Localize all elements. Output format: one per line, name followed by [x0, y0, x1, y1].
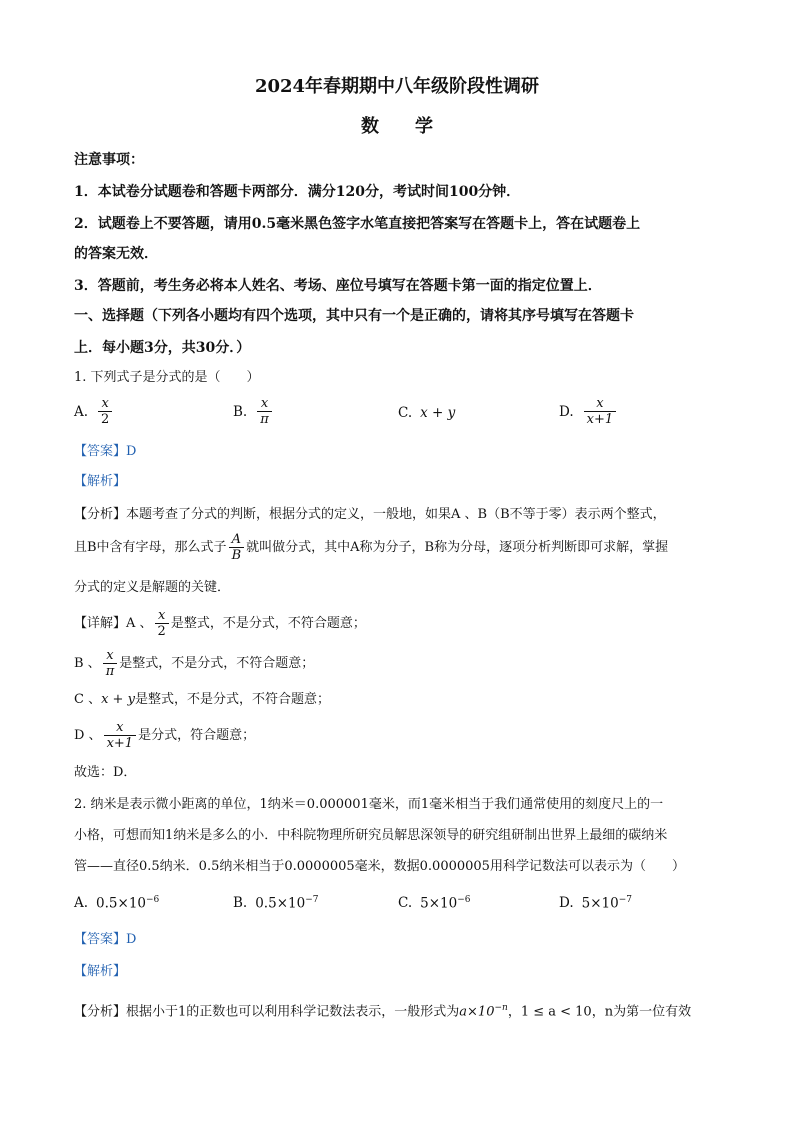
notice-item-2: 2．试题卷上不要答题，请用0.5毫米黑色签字水笔直接把答案写在答题卡上，答在试题卷上 [74, 216, 641, 232]
q1-analysis-tag: 【解析】 [74, 474, 127, 489]
q2-option-c: C. $5\times 10^{-6}$ [398, 895, 471, 912]
option-label: A. [74, 403, 89, 420]
subject-title: 数 学 [361, 116, 433, 137]
q1-analysis-2: 且B中含有字母，那么式子 $\frac{A}{B}$ 就叫做分式，其中A称为分子，B称为分母，逐项分析判断即可求解，掌握 [74, 532, 669, 563]
q1-option-c [398, 405, 455, 421]
question-2-stem-1: 2. 纳米是表示微小距离的单位，1纳米＝0.000001毫米，而1毫米相当于我们通常使用的刻度尺上的一 [74, 797, 664, 812]
q2-answer: 【答案】D [74, 932, 137, 947]
q1-option-d [559, 396, 618, 427]
notice-heading: 注意事项： [74, 152, 144, 168]
q1-detail-a: 【详解】A 、 $\frac{x}{2}$ 是整式，不是分式，不符合题意； [74, 608, 366, 639]
q2-analysis-1: 【分析】根据小于1的正数也可以利用科学记数法表示，一般形式为$a\times 10^{-n}$，1 ≤ a < 10，n为第一位有效 [74, 1003, 692, 1020]
q1-choose: 故选：D． [74, 765, 137, 780]
q1-analysis-1: 【分析】本题考查了分式的判断，根据分式的定义，一般地，如果A 、B（B不等于零）表示两个整式， [74, 507, 666, 522]
fraction: $\frac{A}{B}$ [229, 532, 245, 563]
question-2-stem-2: 小格，可想而知1纳米是多么的小．中科院物理所研究员解思深领导的研究组研制出世界上最细的碳纳米 [74, 828, 668, 843]
q1-detail-b: B 、 $\frac{x}{\pi}$ 是整式，不是分式，不符合题意； [74, 648, 315, 679]
fraction: $\frac{x}{x+1}$ [584, 396, 617, 427]
notice-item-3: 3．答题前，考生务必将本人姓名、考场、座位号填写在答题卡第一面的指定位置上． [74, 278, 602, 294]
fraction: $\frac{x}{2}$ [155, 608, 169, 639]
section-heading: 一、选择题（下列各小题均有四个选项，其中只有一个是正确的，请将其序号填写在答题卡 [74, 308, 634, 324]
option-label: D. [559, 403, 574, 420]
fraction: $\frac{x}{\pi}$ [103, 648, 118, 679]
q2-option-b: B. $0.5\times 10^{-7}$ [233, 895, 319, 912]
option-label: C. [398, 405, 413, 421]
q1-detail-c: C 、x + y是整式，不是分式，不符合题意； [74, 692, 330, 707]
q1-analysis-3: 分式的定义是解题的关键． [74, 580, 231, 595]
fraction: $\frac{x}{\pi}$ [257, 396, 272, 427]
expression: x + y [420, 405, 456, 421]
question-2-stem-3: 管——直径0.5纳米．0.5纳米相当于0.0000005毫米，数据0.0000005用科学记数法可以表示为（ ） [74, 859, 685, 874]
page-title: 2024年春期期中八年级阶段性调研 [254, 76, 540, 97]
q2-analysis-tag: 【解析】 [74, 964, 127, 979]
section-heading-cont: 上．每小题3分，共30分．） [74, 340, 251, 356]
notice-item-2-cont: 的答案无效． [74, 246, 158, 262]
q1-detail-d: D 、 $\frac{x}{x+1}$ 是分式，符合题意； [74, 720, 256, 751]
fraction: $\frac{x}{2}$ [98, 396, 112, 427]
q1-option-a [74, 396, 114, 427]
q1-answer: 【答案】D [74, 444, 137, 459]
q2-option-d: D. $5\times 10^{-7}$ [559, 895, 633, 912]
q2-option-a: A. $0.5\times 10^{-6}$ [74, 895, 160, 912]
question-1-stem: 1. 下列式子是分式的是（ ） [74, 370, 260, 385]
option-label: B. [233, 403, 248, 420]
notice-item-1: 1．本试卷分试题卷和答题卡两部分．满分120分，考试时间100分钟． [74, 184, 521, 200]
q1-option-b [233, 396, 274, 427]
fraction: $\frac{x}{x+1}$ [104, 720, 137, 751]
